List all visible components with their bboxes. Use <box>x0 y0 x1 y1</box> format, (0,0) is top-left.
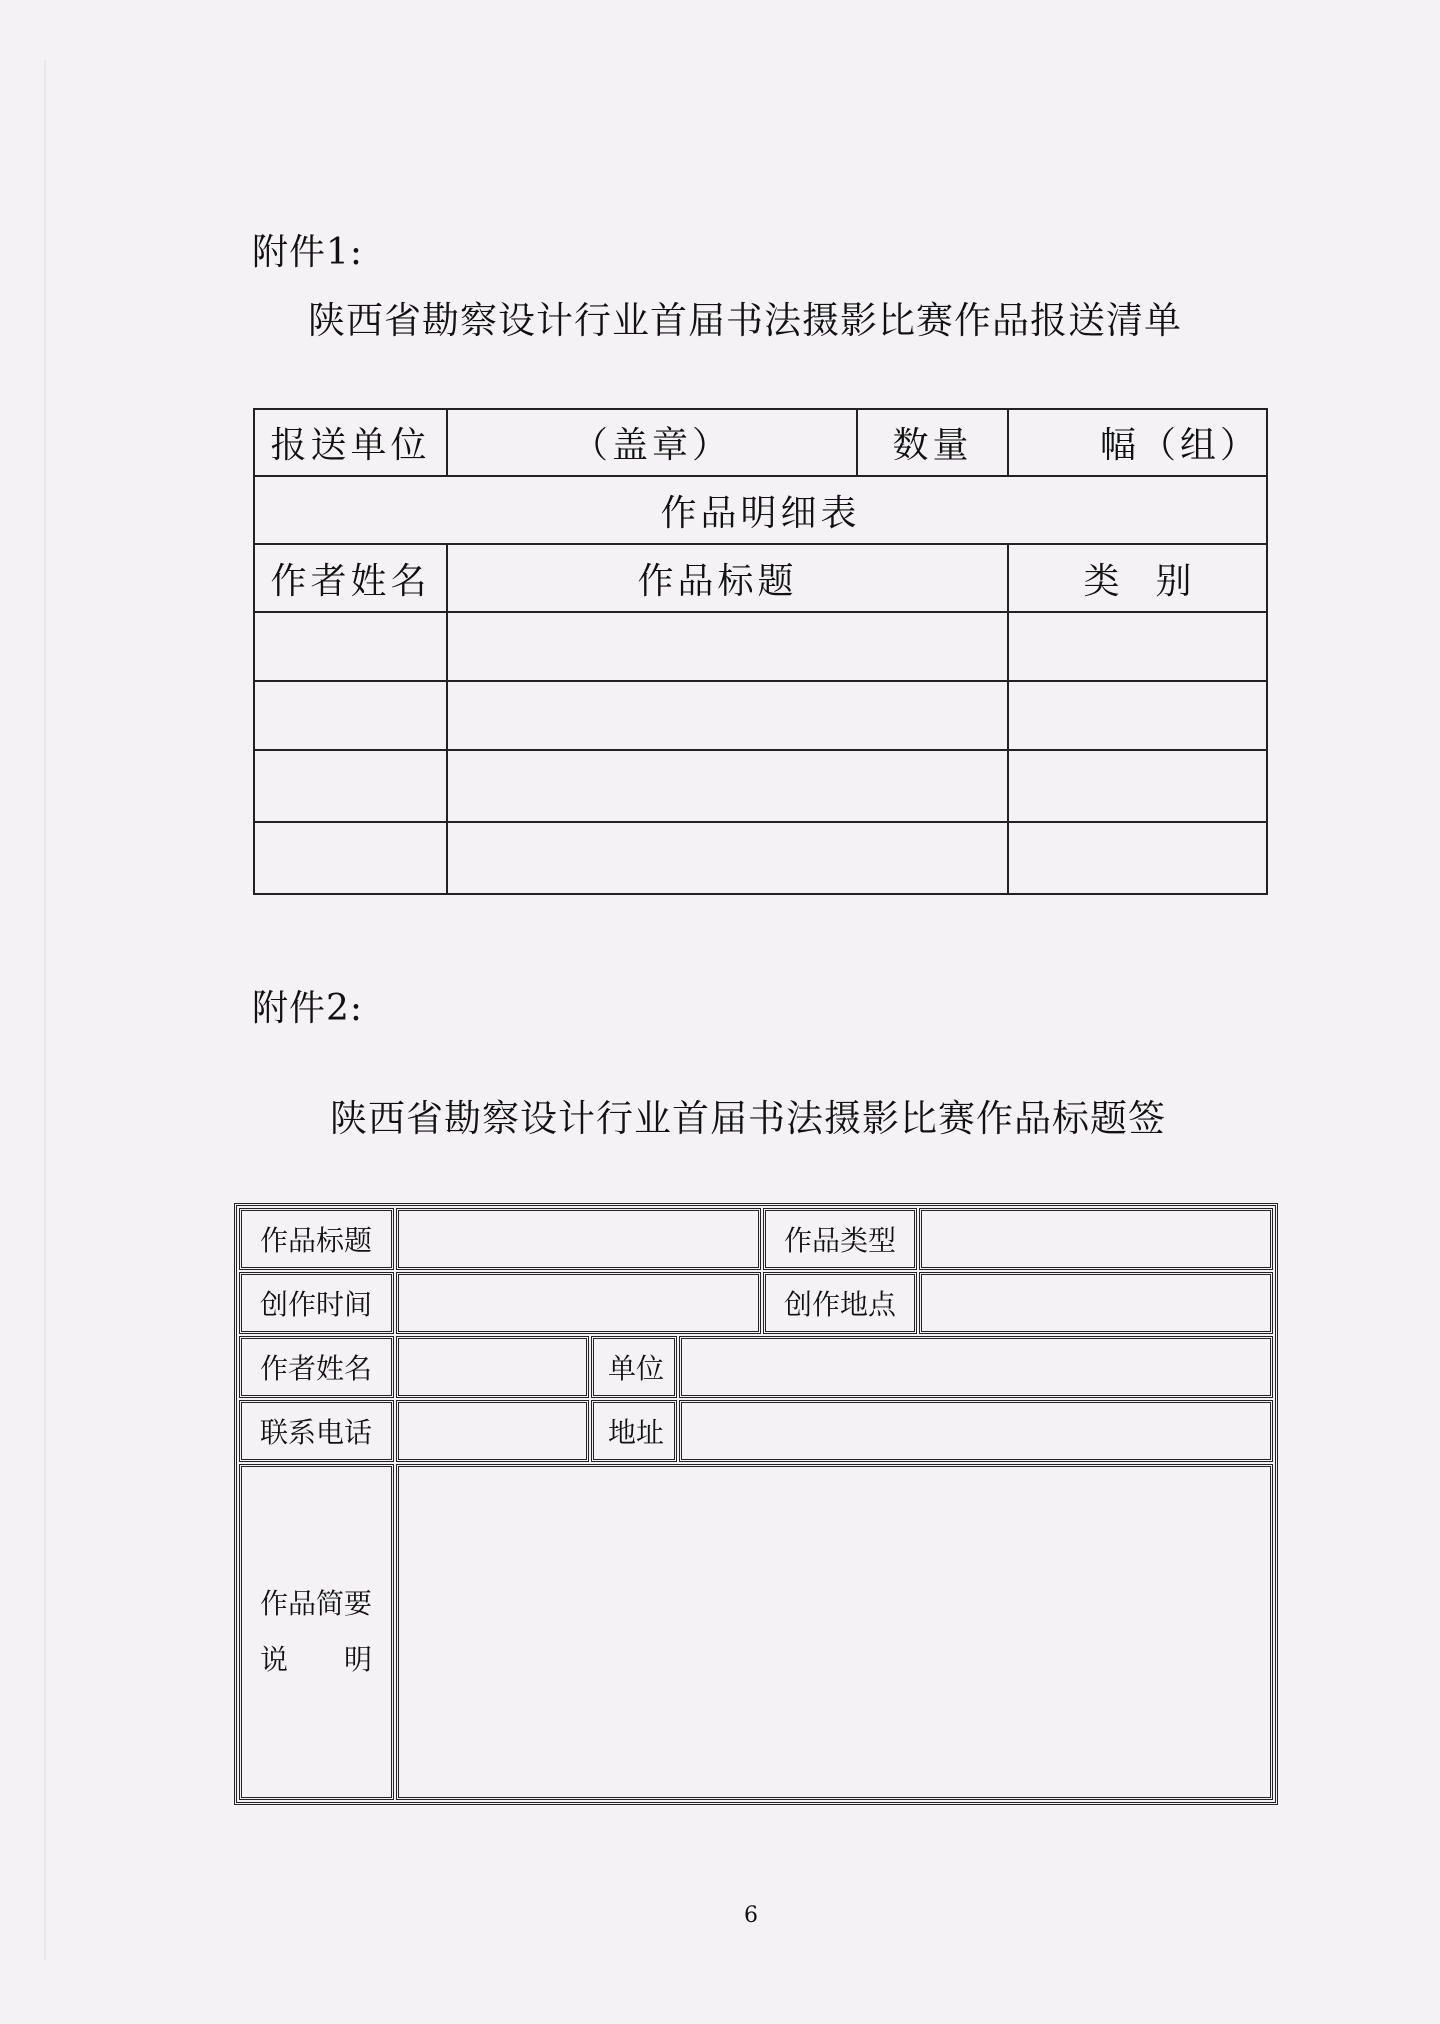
work-title-label: 作品标题 <box>239 1208 394 1270</box>
phone-field[interactable] <box>396 1400 589 1462</box>
submission-list-table <box>253 408 1268 895</box>
submitting-unit-label: 报送单位 <box>254 409 447 476</box>
address-label: 地址 <box>591 1400 677 1462</box>
author-cell[interactable] <box>254 750 447 822</box>
table-row <box>254 612 1267 681</box>
title-label-form <box>234 1203 1278 1805</box>
column-header-title: 作品标题 <box>447 544 1008 612</box>
title-cell[interactable] <box>447 681 1008 750</box>
table-row <box>254 822 1267 894</box>
work-type-label: 作品类型 <box>763 1208 917 1270</box>
summary-field[interactable] <box>396 1464 1273 1800</box>
seal-label: （盖章） <box>447 409 857 476</box>
summary-label-line1: 作品简要 <box>260 1587 373 1620</box>
column-header-category: 类 别 <box>1008 544 1267 612</box>
work-type-field[interactable] <box>919 1208 1273 1270</box>
category-cell[interactable] <box>1008 750 1267 822</box>
category-cell[interactable] <box>1008 612 1267 681</box>
author-cell[interactable] <box>254 681 447 750</box>
phone-label: 联系电话 <box>239 1400 394 1462</box>
summary-label-line2: 说 明 <box>260 1643 373 1676</box>
attachment-2-title: 陕西省勘察设计行业首届书法摄影比赛作品标题签 <box>330 1097 1166 1140</box>
column-header-author: 作者姓名 <box>254 544 447 612</box>
quantity-label: 数量 <box>857 409 1008 476</box>
creation-time-field[interactable] <box>396 1272 761 1334</box>
author-cell[interactable] <box>254 822 447 894</box>
category-cell[interactable] <box>1008 681 1267 750</box>
creation-time-label: 创作时间 <box>239 1272 394 1334</box>
attachment-1-title: 陕西省勘察设计行业首届书法摄影比赛作品报送清单 <box>308 299 1182 342</box>
attachment-1-label: 附件1: <box>252 232 364 273</box>
unit-field[interactable] <box>679 1336 1273 1398</box>
table-row <box>254 681 1267 750</box>
creation-place-label: 创作地点 <box>763 1272 917 1334</box>
creation-place-field[interactable] <box>919 1272 1273 1334</box>
scan-edge <box>44 60 46 1960</box>
unit-label: 单位 <box>591 1336 677 1398</box>
page-number: 6 <box>744 1903 758 1928</box>
author-cell[interactable] <box>254 612 447 681</box>
title-cell[interactable] <box>447 612 1008 681</box>
address-field[interactable] <box>679 1400 1273 1462</box>
table-row <box>254 750 1267 822</box>
detail-heading: 作品明细表 <box>254 476 1267 544</box>
attachment-2-label: 附件2: <box>252 988 364 1029</box>
author-name-label: 作者姓名 <box>239 1336 394 1398</box>
quantity-unit: 幅（组） <box>1008 409 1267 476</box>
author-name-field[interactable] <box>396 1336 589 1398</box>
work-title-field[interactable] <box>396 1208 761 1270</box>
title-cell[interactable] <box>447 750 1008 822</box>
summary-label <box>239 1464 394 1800</box>
title-cell[interactable] <box>447 822 1008 894</box>
category-cell[interactable] <box>1008 822 1267 894</box>
